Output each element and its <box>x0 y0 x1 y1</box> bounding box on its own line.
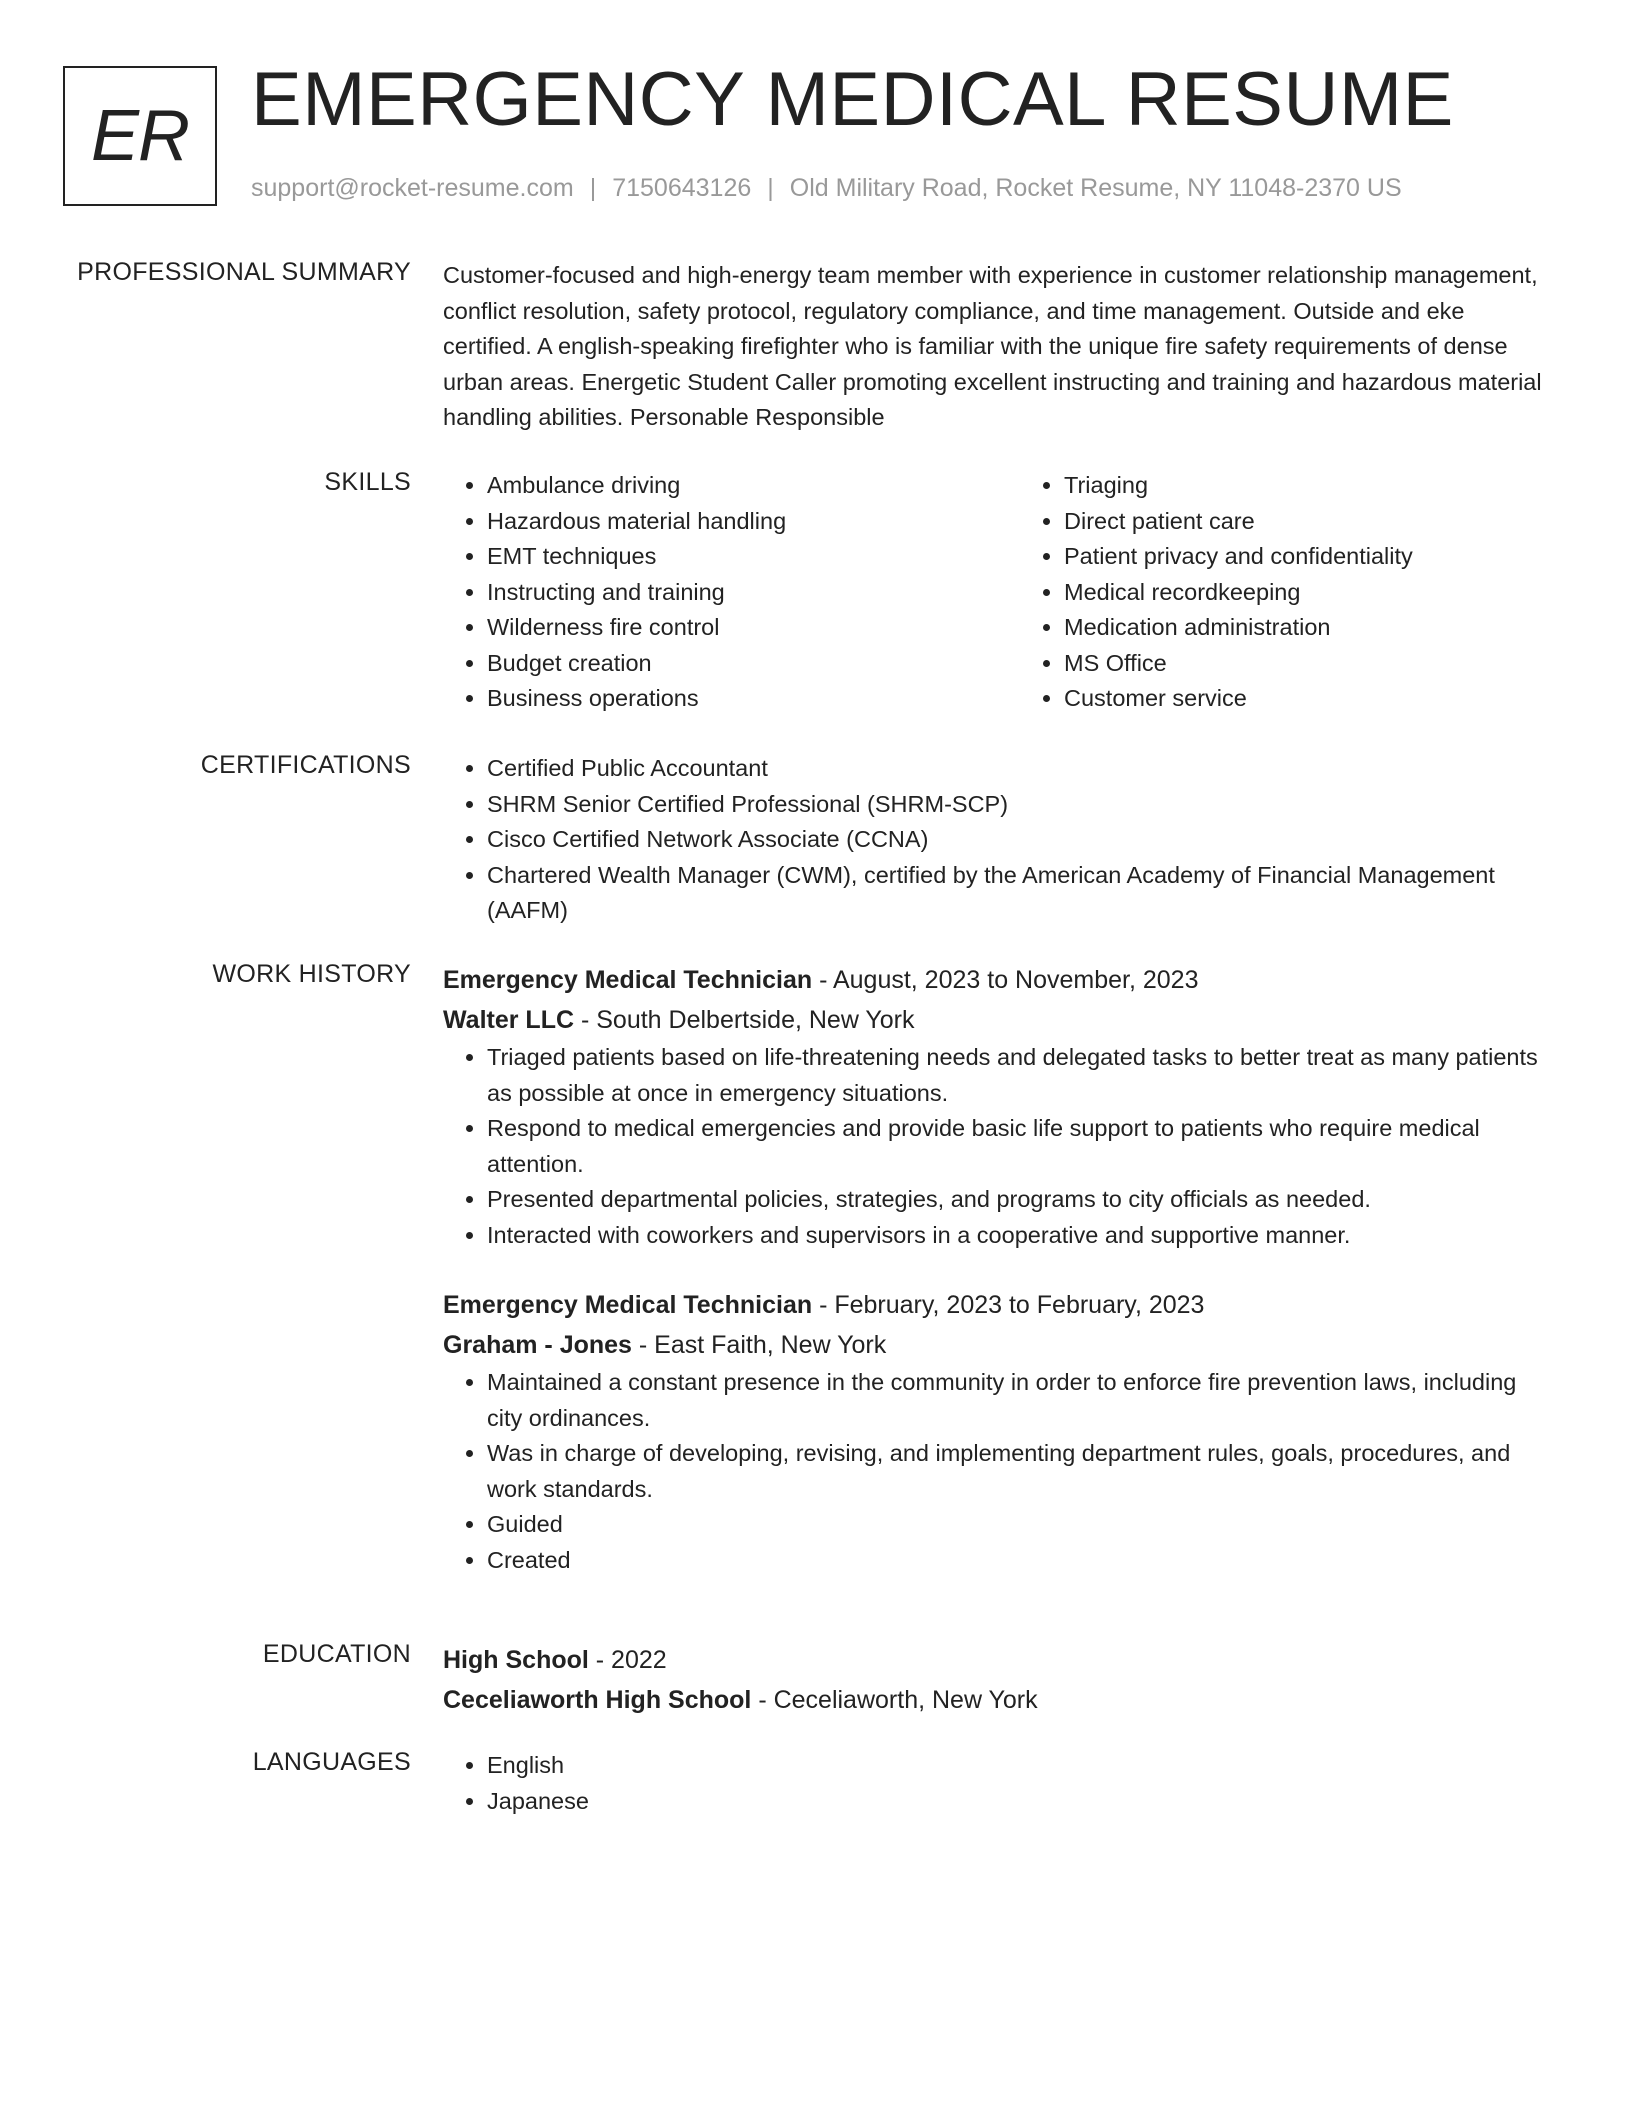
job-bullet: • Maintained a constant presence in the community in order to enforce fire prevention laws, including city ordinances. <box>487 1365 1553 1436</box>
section-label: SKILLS <box>324 468 411 496</box>
job-company-line <box>443 1325 1553 1365</box>
certifications-list <box>443 751 1553 929</box>
section-label: CERTIFICATIONS <box>200 751 411 779</box>
skill-item: • Wilderness fire control <box>487 610 976 646</box>
job-entry <box>443 1285 1553 1578</box>
skill-item: • Patient privacy and confidentiality <box>1064 539 1553 575</box>
job-location: - East Faith, New York <box>631 1331 887 1359</box>
job-title-line <box>443 1285 1553 1325</box>
skill-item: • Hazardous material handling <box>487 504 976 540</box>
language-item: • Japanese <box>487 1784 1553 1820</box>
job-entry <box>443 960 1553 1253</box>
section-body <box>443 258 1553 436</box>
certification-item: • Certified Public Accountant <box>487 751 1553 787</box>
section-label: PROFESSIONAL SUMMARY <box>77 258 411 286</box>
resume-title: EMERGENCY MEDICAL RESUME <box>251 57 1454 142</box>
section-body <box>443 960 1553 1578</box>
job-bullet: • Presented departmental policies, strategies, and programs to city officials as needed. <box>487 1182 1553 1218</box>
certification-item: • Cisco Certified Network Associate (CCNA) <box>487 822 1553 858</box>
job-title: Emergency Medical Technician <box>443 966 813 994</box>
skills-columns <box>443 468 1553 717</box>
skill-item: • Business operations <box>487 681 976 717</box>
skill-item: • Ambulance driving <box>487 468 976 504</box>
education-year: - 2022 <box>588 1646 667 1674</box>
education-school: Ceceliaworth High School <box>443 1686 752 1714</box>
certification-item: • Chartered Wealth Manager (CWM), certified by the American Academy of Financial Management (AAFM) <box>487 858 1553 929</box>
skill-item: • Customer service <box>1064 681 1553 717</box>
language-item: • English <box>487 1748 1553 1784</box>
skills-list-left <box>443 468 976 717</box>
job-dates: - August, 2023 to November, 2023 <box>812 966 1199 994</box>
job-bullet: • Guided <box>487 1507 1553 1543</box>
skills-list-right <box>1020 468 1553 717</box>
job-company: Graham - Jones <box>443 1331 632 1359</box>
job-bullet: • Triaged patients based on life-threatening needs and delegated tasks to better treat as many patients as possible at once in emergency situations. <box>487 1040 1553 1111</box>
contact-line <box>251 174 1402 203</box>
section-body <box>443 751 1553 929</box>
job-bullets <box>443 1040 1553 1253</box>
education-school-line <box>443 1680 1553 1720</box>
contact-email[interactable]: support@rocket-resume.com <box>251 174 574 202</box>
section-body <box>443 1748 1553 1819</box>
section-label: EDUCATION <box>262 1640 411 1668</box>
section-body <box>443 1640 1553 1720</box>
education-degree: High School <box>443 1646 589 1674</box>
job-location: - South Delbertside, New York <box>574 1006 915 1034</box>
contact-address: Old Military Road, Rocket Resume, NY 11048-2370 US <box>789 174 1402 202</box>
job-company: Walter LLC <box>443 1006 575 1034</box>
skill-item: • MS Office <box>1064 646 1553 682</box>
job-title-line <box>443 960 1553 1000</box>
job-company-line <box>443 1000 1553 1040</box>
section-label: WORK HISTORY <box>212 960 411 988</box>
contact-separator: | <box>589 174 597 202</box>
skill-item: • Instructing and training <box>487 575 976 611</box>
job-bullets <box>443 1365 1553 1578</box>
job-dates: - February, 2023 to February, 2023 <box>812 1291 1205 1319</box>
skill-item: • Triaging <box>1064 468 1553 504</box>
monogram-badge: ER <box>63 66 217 206</box>
summary-text: Customer-focused and high-energy team member with experience in customer relationship management, conflict resolution, safety protocol, regulatory compliance, and time management. Outside and eke certified. A english-speaking firefighter who is familiar with the unique fire safety requirements of dense urban areas. Energetic Student Caller promoting excellent instructing and training and hazardous material handling abilities. Personable Responsible <box>443 262 1542 430</box>
education-degree-line <box>443 1640 1553 1680</box>
section-label: LANGUAGES <box>252 1748 411 1776</box>
skill-item: • Medical recordkeeping <box>1064 575 1553 611</box>
skill-item: • Budget creation <box>487 646 976 682</box>
job-bullet: • Interacted with coworkers and supervisors in a cooperative and supportive manner. <box>487 1218 1553 1254</box>
education-location: - Ceceliaworth, New York <box>751 1686 1038 1714</box>
languages-list <box>443 1748 1553 1819</box>
job-bullet: • Was in charge of developing, revising, and implementing department rules, goals, procedures, and work standards. <box>487 1436 1553 1507</box>
job-bullet: • Respond to medical emergencies and provide basic life support to patients who require medical attention. <box>487 1111 1553 1182</box>
contact-separator: | <box>767 174 774 202</box>
contact-phone[interactable]: 7150643126 <box>612 174 752 202</box>
job-bullet: • Created <box>487 1543 1553 1579</box>
skill-item: • Direct patient care <box>1064 504 1553 540</box>
skill-item: • EMT techniques <box>487 539 976 575</box>
skill-item: • Medication administration <box>1064 610 1553 646</box>
job-title: Emergency Medical Technician <box>443 1291 813 1319</box>
certification-item: • SHRM Senior Certified Professional (SHRM-SCP) <box>487 787 1553 823</box>
